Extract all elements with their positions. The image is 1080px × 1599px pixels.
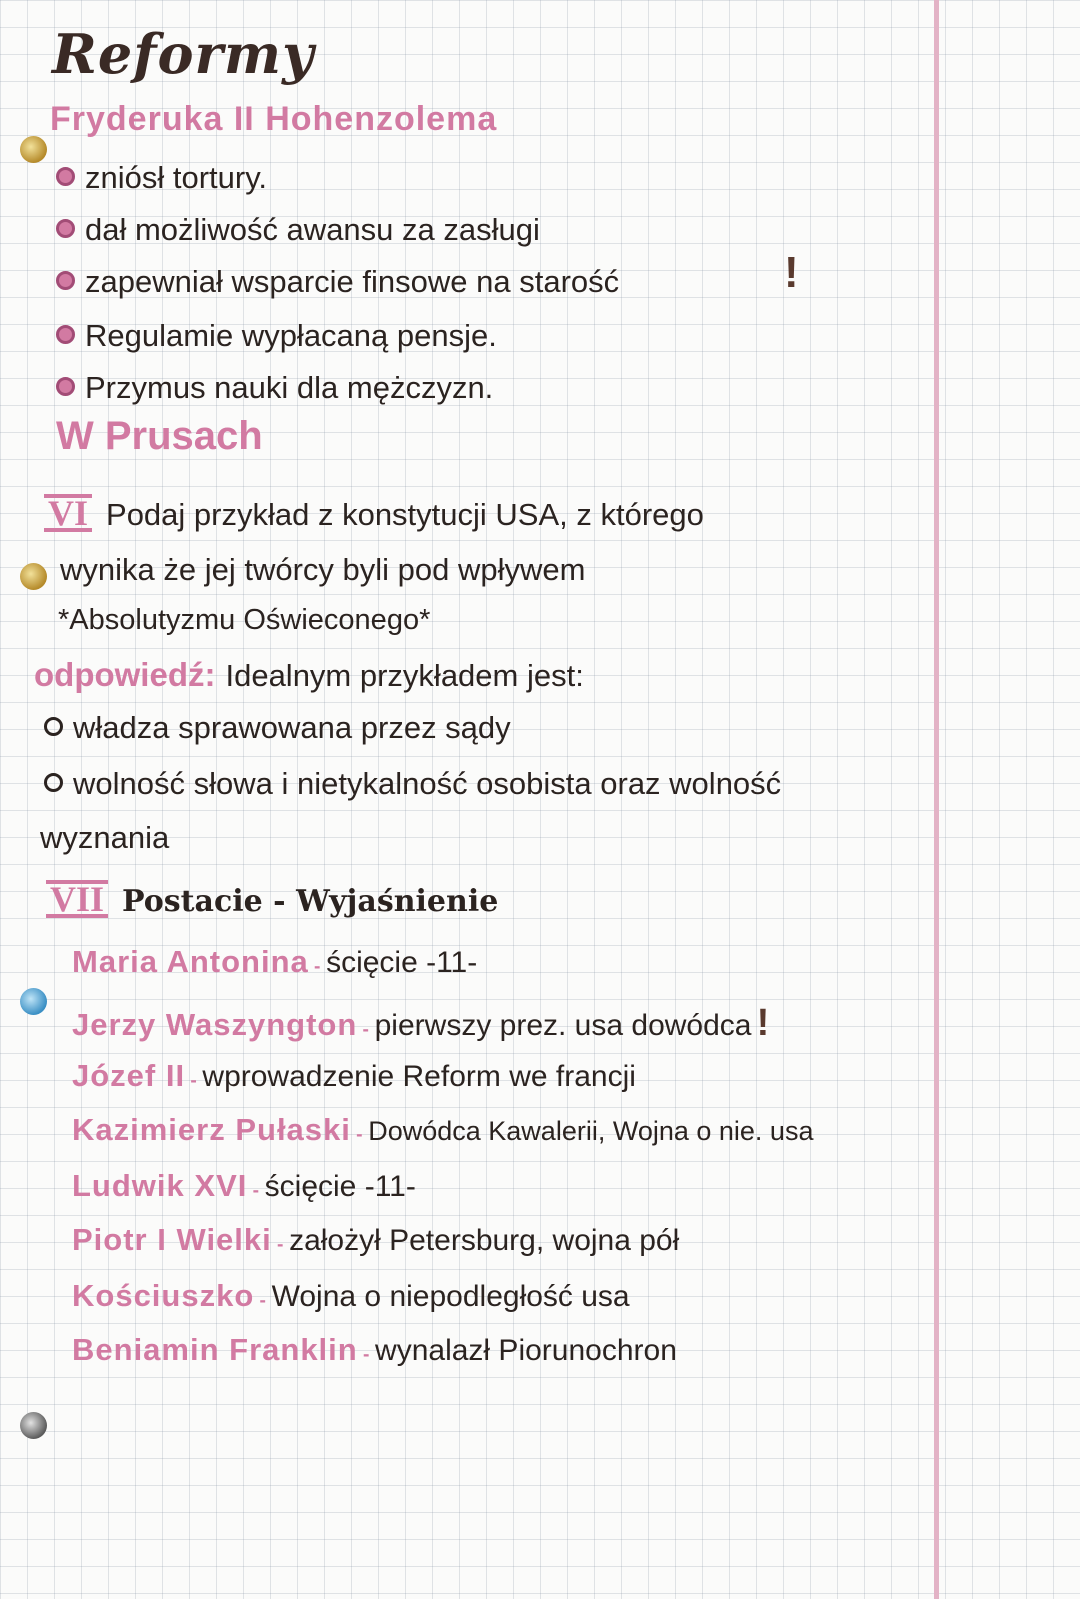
person-row: Kazimierz Pułaski - Dowódca Kawalerii, Wojna o nie. usa (72, 1112, 814, 1147)
list-item: zniósł tortury. (56, 160, 267, 196)
person-desc: ścięcie -11- (326, 946, 478, 979)
list-item: dał możliwość awansu za zasługi (56, 212, 540, 248)
bullet-icon (56, 167, 75, 186)
person-row: Beniamin Franklin - wynalazł Piorunochron (72, 1332, 677, 1367)
bullet-icon (44, 717, 63, 736)
person-desc: Wojna o niepodległość usa (271, 1280, 630, 1313)
section-7-numeral: VII (46, 880, 108, 918)
person-row: Józef II - wprowadzenie Reform we francji (72, 1058, 636, 1093)
person-row: Piotr I Wielki - założył Petersburg, wojna pół (72, 1222, 680, 1257)
bullet-icon (56, 325, 75, 344)
person-row: Maria Antonina - ścięcie -11- (72, 944, 478, 979)
exclamation-mark: ! (784, 248, 799, 297)
person-name: Kazimierz Pułaski (72, 1112, 351, 1147)
answer-label: odpowiedź: (34, 656, 216, 693)
page-subtitle: Fryderuka II Hohenzolema (50, 100, 498, 138)
margin-line (934, 0, 939, 1599)
person-desc: ścięcie -11- (264, 1170, 416, 1203)
person-name: Maria Antonina (72, 944, 309, 979)
binder-hole-gray (20, 1412, 47, 1439)
person-name: Jerzy Waszyngton (72, 1007, 358, 1042)
list-item: Przymus nauki dla mężczyzn. (56, 370, 493, 406)
person-desc: Dowódca Kawalerii, Wojna o nie. usa (368, 1116, 814, 1146)
section-6-question-line-1: VI Podaj przykład z konstytucji USA, z którego (44, 494, 704, 533)
bullet-icon (44, 773, 63, 792)
section-6-numeral: VI (44, 494, 92, 532)
page-title: Reformy (52, 22, 315, 86)
exclamation-mark: ! (756, 1002, 770, 1044)
person-desc: pierwszy prez. usa dowódca (374, 1009, 752, 1042)
list-item: władza sprawowana przez sądy (44, 710, 511, 746)
person-desc: założył Petersburg, wojna pół (289, 1224, 680, 1257)
binder-hole-gold-2 (20, 563, 47, 590)
place-heading: W Prusach (56, 414, 263, 458)
list-item: Regulamie wypłacaną pensje. (56, 318, 497, 354)
bullet-icon (56, 271, 75, 290)
binder-hole-blue (20, 988, 47, 1015)
bullet-icon (56, 377, 75, 396)
answer-continuation: wyznania (40, 820, 170, 855)
list-item: wolność słowa i nietykalność osobista oraz wolność (44, 766, 781, 802)
person-name: Piotr I Wielki (72, 1222, 272, 1257)
person-row: Jerzy Waszyngton - pierwszy prez. usa dowódca ! (72, 1002, 770, 1044)
person-name: Beniamin Franklin (72, 1332, 358, 1367)
binder-hole-gold (20, 136, 47, 163)
person-row: Kościuszko - Wojna o niepodległość usa (72, 1278, 630, 1313)
person-desc: wynalazł Piorunochron (375, 1334, 677, 1367)
section-7-heading: VII Postacie - Wyjaśnienie (46, 880, 498, 919)
section-6-question-line-3: *Absolutyzmu Oświeconego* (58, 604, 431, 636)
list-item: zapewniał wsparcie finsowe na starość (56, 264, 619, 300)
person-name: Ludwik XVI (72, 1168, 248, 1203)
person-name: Kościuszko (72, 1278, 255, 1313)
bullet-icon (56, 219, 75, 238)
person-row: Ludwik XVI - ścięcie -11- (72, 1168, 416, 1203)
person-name: Józef II (72, 1058, 186, 1093)
person-desc: wprowadzenie Reform we francji (202, 1060, 636, 1093)
section-6-question-line-2: wynika że jej twórcy byli pod wpływem (60, 552, 586, 587)
answer-line: odpowiedź: Idealnym przykładem jest: (34, 656, 584, 693)
